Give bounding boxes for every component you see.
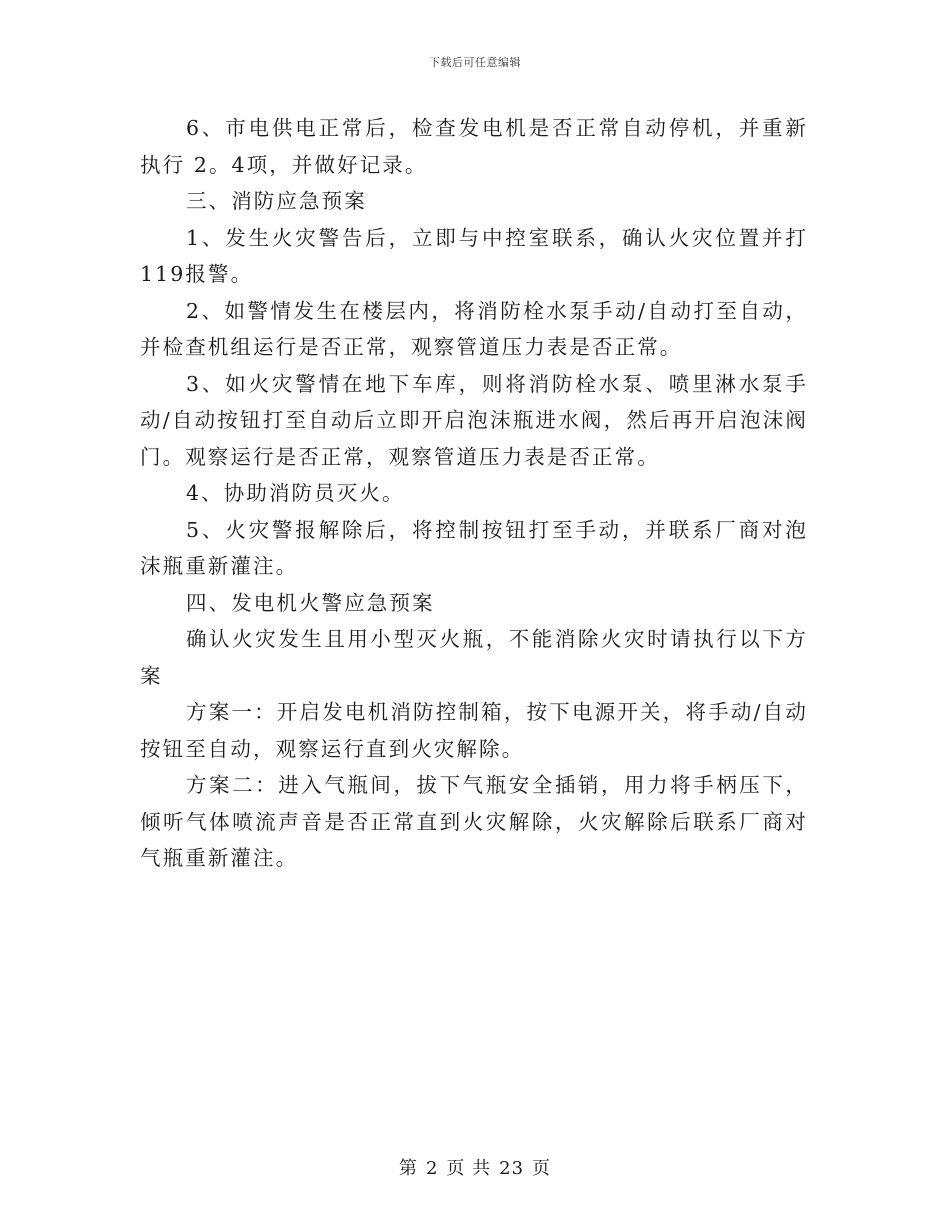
footer-total-pages: 23: [499, 1158, 525, 1179]
paragraph: 6、市电供电正常后，检查发电机是否正常自动停机，并重新执行 2。4项，并做好记录。: [140, 116, 808, 177]
paragraph: 确认火灾发生且用小型灭火瓶，不能消除火灾时请执行以下方案: [140, 627, 808, 688]
paragraph: 方案一：开启发电机消防控制箱，按下电源开关，将手动/自动按钮至自动，观察运行直到火灾解除。: [140, 700, 808, 761]
footer-page-number: 2: [425, 1158, 439, 1179]
paragraph: 3、如火灾警情在地下车库，则将消防栓水泵、喷里淋水泵手动/自动按钮打至自动后立即开启泡沫瓶进水阀，然后再开启泡沫阀门。观察运行是否正常，观察管道压力表是否正常。: [140, 371, 808, 469]
footer-prefix: 第: [398, 1158, 418, 1179]
footer-middle: 页 共: [446, 1158, 492, 1179]
page-header: 下载后可任意编辑: [429, 56, 521, 69]
paragraph: 4、协助消防员灭火。: [186, 481, 405, 505]
paragraph: 方案二：进入气瓶间，拔下气瓶安全插销，用力将手柄压下，倾听气体喷流声音是否正常直到火灾解除，火灾解除后联系厂商对气瓶重新灌注。: [140, 773, 808, 870]
paragraph: 5、火灾警报解除后，将控制按钮打至手动，并联系厂商对泡沫瓶重新灌注。: [140, 517, 808, 578]
document-body: [140, 110, 808, 877]
paragraph: 1、发生火灾警告后，立即与中控室联系，确认火灾位置并打 119报警。: [140, 225, 808, 286]
section-heading: 四、发电机火警应急预案: [186, 590, 435, 615]
paragraph: 2、如警情发生在楼层内，将消防栓水泵手动/自动打至自动，并检查机组运行是否正常，观察管道压力表是否正常。: [140, 298, 808, 359]
page-footer: [0, 1154, 950, 1180]
section-heading: 三、消防应急预案: [186, 189, 367, 213]
footer-suffix: 页: [532, 1158, 552, 1179]
